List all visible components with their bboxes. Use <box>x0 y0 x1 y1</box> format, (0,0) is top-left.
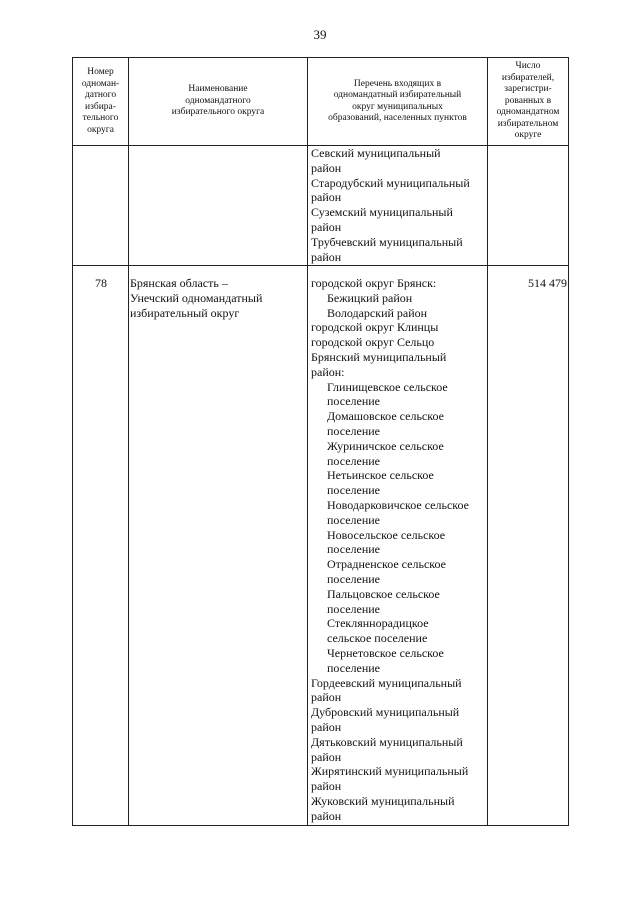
list-item: Нетьинское сельское поселение <box>327 468 434 498</box>
list-item: городской округ Клинцы <box>311 320 439 335</box>
list-item: Жирятинский муниципальный район <box>311 764 469 794</box>
list-item: Новосельское сельское поселение <box>327 527 446 557</box>
list-item: Журиничское сельское поселение <box>327 438 444 468</box>
list-item: Дятьковский муниципальный район <box>311 734 463 764</box>
table-left-border <box>72 57 73 826</box>
list-item: Отрадненское сельское поселение <box>327 557 446 586</box>
district-voters: 514 479 <box>528 276 567 290</box>
list-item: Чернетовское сельское поселение <box>327 645 444 675</box>
list-item: Дубровский муниципальный район <box>311 705 460 734</box>
column-divider-1 <box>128 57 129 826</box>
header-district-number: Номер одноман- датного избира- тельного округа <box>81 67 120 135</box>
header-municipalities-list: Перечень входящих в одномандатный избирательный округ муниципальных образований, населенных пунктов <box>328 78 467 123</box>
list-item: Брянский муниципальный район: <box>311 349 447 379</box>
page-number: 39 <box>313 27 327 42</box>
list-item: Глинищевское сельское поселение <box>327 379 448 409</box>
list-item: Пальцовское сельское поселение <box>327 586 440 616</box>
table-right-border <box>568 57 569 826</box>
table-bottom-border <box>72 825 569 826</box>
continuation-list <box>311 146 487 264</box>
list-item: Трубчевский муниципальный район <box>311 234 463 264</box>
column-divider-3 <box>487 57 488 826</box>
list-item: Володарский район <box>327 305 428 320</box>
list-item: Жуковский муниципальный район <box>311 793 455 823</box>
list-item: Стекляннорадицкое сельское поселение <box>327 616 429 646</box>
district-name: Брянская область – Унечский одномандатный избирательный округ <box>130 276 263 320</box>
list-item: Новодарковичское сельское поселение <box>327 497 469 527</box>
column-divider-2 <box>307 57 308 826</box>
list-item: Суземский муниципальный район <box>311 205 453 234</box>
header-district-name: Наименование одномандатного избирательного округа <box>171 84 265 118</box>
list-item: Домашовское сельское поселение <box>327 409 444 438</box>
row-separator <box>72 265 569 266</box>
list-item: Бежицкий район <box>327 290 413 305</box>
list-item: Стародубский муниципальный район <box>311 175 470 205</box>
list-item: Севский муниципальный район <box>311 146 441 175</box>
district-municipalities-list <box>311 276 487 823</box>
list-item: городской округ Брянск: <box>311 276 437 290</box>
list-item: Гордеевский муниципальный район <box>311 675 462 705</box>
list-item: городской округ Сельцо <box>311 335 435 350</box>
district-number: 78 <box>95 276 107 290</box>
header-voters-count: Число избирателей, зарегистри- рованных в одномандатном избирательном округе <box>496 61 560 141</box>
